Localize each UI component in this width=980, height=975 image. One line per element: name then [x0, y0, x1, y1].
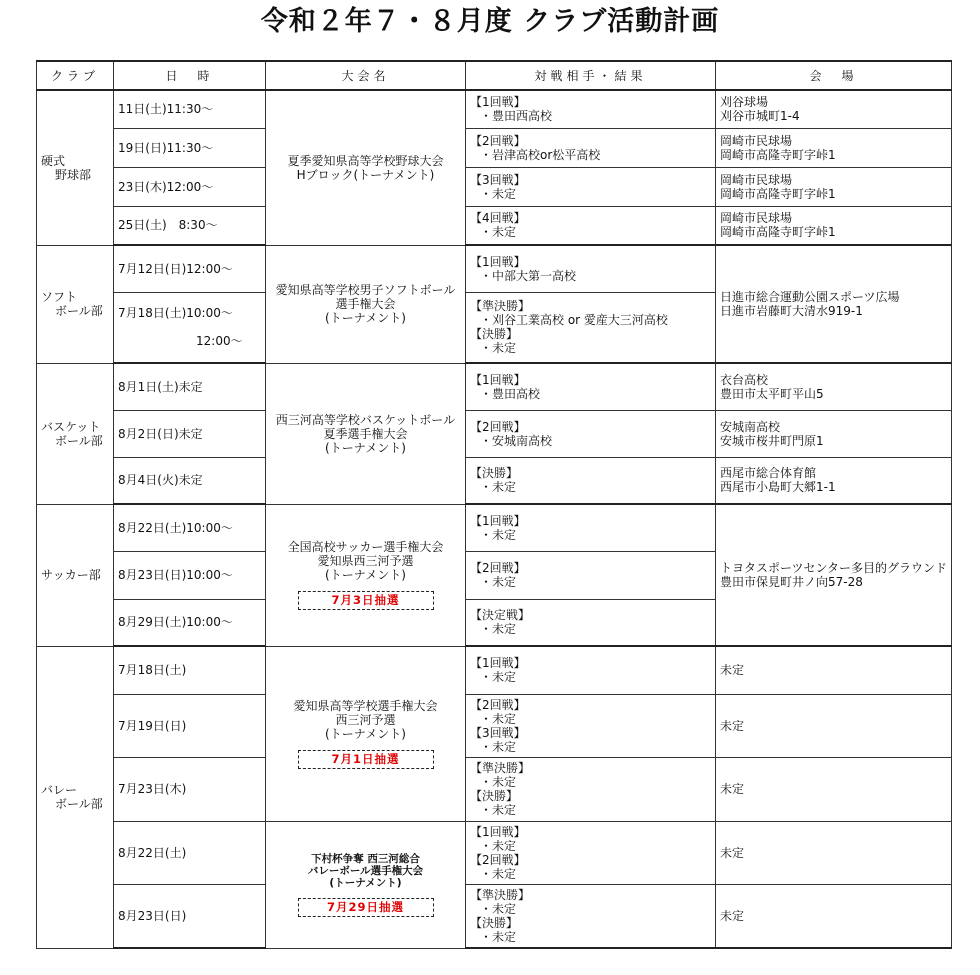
tournament-line: (トーナメント) — [325, 440, 406, 455]
opponent-name: ・安城南高校 — [480, 433, 553, 448]
tournament-line: 愛知県高等学校男子ソフトボール — [275, 283, 456, 297]
club-cell-volleyball — [37, 646, 114, 948]
tournament-line: 愛知県高等学校選手権大会 — [293, 698, 438, 713]
opponent-name: ・未定 — [480, 186, 517, 201]
opponent-cell — [466, 128, 716, 167]
club-name-line: 野球部 — [55, 167, 92, 182]
round-label: 【1回戦】 — [470, 824, 526, 839]
round-label: 【3回戦】 — [470, 725, 526, 740]
round-label: 【準決勝】 — [470, 761, 531, 775]
tournament-line: (トーナメント) — [329, 876, 402, 889]
round-label: 【1回戦】 — [470, 656, 526, 671]
venue-cell — [716, 90, 952, 128]
tournament-cell — [266, 90, 466, 245]
tournament-cell — [266, 821, 466, 948]
date-cell: 23日(木)12:00〜 — [114, 167, 266, 206]
tournament-cell — [266, 504, 466, 646]
round-label: 【1回戦】 — [470, 95, 526, 110]
table-row — [37, 90, 952, 128]
tournament-line: 夏季愛知県高等学校野球大会 — [287, 153, 444, 168]
header-datetime: 日 時 — [114, 61, 266, 90]
date-cell: 8月2日(日)未定 — [114, 410, 266, 457]
table-row — [37, 757, 952, 821]
venue-name: 岡崎市民球場 — [720, 172, 793, 187]
date-cell: 8月23日(日) — [114, 884, 266, 948]
table-row — [37, 410, 952, 457]
opponent-cell — [466, 363, 716, 410]
venue-cell — [716, 245, 952, 363]
date-cell: 7月18日(土) — [114, 646, 266, 694]
venue-cell: 未定 — [716, 694, 952, 757]
tournament-cell — [266, 363, 466, 504]
tournament-line: (トーナメント) — [325, 311, 406, 325]
opponent-name: ・未定 — [480, 670, 517, 685]
date-cell: 7月12日(日)12:00〜 — [114, 245, 266, 292]
round-label: 【決勝】 — [470, 466, 519, 481]
table-row — [37, 821, 952, 884]
venue-address: 豊田市太平町平山5 — [720, 386, 824, 401]
tournament-line: バレーボール選手権大会 — [307, 864, 424, 877]
club-name-line: ボール部 — [55, 304, 103, 318]
tournament-line: 夏季選手権大会 — [323, 426, 408, 441]
club-cell-soccer — [37, 504, 114, 646]
tournament-line: 愛知県西三河予選 — [317, 554, 414, 568]
venue-name: トヨタスポーツセンター多目的グラウンド — [720, 561, 948, 575]
venue-cell — [716, 167, 952, 206]
venue-name: 安城南高校 — [720, 419, 781, 434]
opponent-name: ・未定 — [480, 838, 517, 853]
round-label: 【2回戦】 — [470, 697, 526, 712]
opponent-name: ・未定 — [480, 225, 517, 240]
schedule-table — [36, 60, 952, 949]
opponent-name: ・未定 — [480, 622, 517, 637]
opponent-cell — [466, 757, 716, 821]
tournament-cell — [266, 245, 466, 363]
header-row — [37, 61, 952, 90]
venue-cell — [716, 410, 952, 457]
date-cell: 7月23日(木) — [114, 757, 266, 821]
venue-name: 西尾市総合体育館 — [720, 466, 817, 481]
opponent-name: ・豊田高校 — [480, 386, 541, 401]
opponent-cell — [466, 206, 716, 245]
tournament-line: 選手権大会 — [335, 297, 396, 311]
opponent-cell — [466, 599, 716, 646]
venue-cell: 未定 — [716, 884, 952, 948]
date-cell: 8月22日(土) — [114, 821, 266, 884]
tournament-line: (トーナメント) — [325, 726, 406, 741]
venue-name: 日進市総合運動公園スポーツ広場 — [720, 290, 900, 304]
club-name-line: ソフト — [41, 290, 78, 304]
venue-cell — [716, 363, 952, 410]
date-cell: 8月29日(土)10:00〜 — [114, 599, 266, 646]
venue-name: 岡崎市民球場 — [720, 133, 793, 148]
opponent-cell — [466, 90, 716, 128]
tournament-line: 下村杯争奪 西三河総合 — [311, 852, 420, 865]
venue-address: 岡崎市高隆寺町字峠1 — [720, 225, 836, 240]
page-title: 令和２年７・８月度 クラブ活動計画 — [260, 6, 720, 37]
table-row — [37, 504, 952, 551]
tournament-cell — [266, 646, 466, 821]
opponent-cell — [466, 646, 716, 694]
opponent-cell — [466, 884, 716, 948]
club-name-line: バレー — [41, 783, 78, 797]
round-label: 【2回戦】 — [470, 419, 526, 434]
opponent-cell — [466, 292, 716, 363]
tournament-line: 西三河予選 — [335, 712, 396, 727]
venue-name: 刈谷球場 — [720, 95, 769, 110]
venue-cell — [716, 206, 952, 245]
venue-cell — [716, 504, 952, 646]
venue-name: 岡崎市民球場 — [720, 211, 793, 226]
round-label: 【1回戦】 — [470, 372, 526, 387]
venue-address: 安城市桜井町門原1 — [720, 433, 824, 448]
round-label: 【決勝】 — [470, 915, 519, 930]
table-row — [37, 167, 952, 206]
table-row — [37, 646, 952, 694]
club-name-line: ボール部 — [55, 797, 103, 811]
date-text: 7月18日(土)10:00〜 — [118, 306, 233, 321]
round-label: 【2回戦】 — [470, 561, 526, 575]
table-row — [37, 206, 952, 245]
round-label: 【2回戦】 — [470, 852, 526, 867]
opponent-name: ・未定 — [480, 929, 517, 944]
date-cell: 11日(土)11:30〜 — [114, 90, 266, 128]
club-name-line: ボール部 — [55, 433, 103, 448]
table-row — [37, 245, 952, 292]
table-row — [37, 457, 952, 504]
opponent-cell — [466, 551, 716, 599]
club-cell-basketball — [37, 363, 114, 504]
round-label: 【3回戦】 — [470, 172, 526, 187]
lottery-date-badge: 7月29日抽選 — [298, 898, 434, 917]
opponent-name: ・豊田西高校 — [480, 109, 553, 124]
venue-cell — [716, 128, 952, 167]
round-label: 【準決勝】 — [470, 887, 531, 902]
opponent-name: ・未定 — [480, 739, 517, 754]
table-row — [37, 128, 952, 167]
club-cell-baseball — [37, 90, 114, 245]
club-name-line: サッカー部 — [41, 568, 101, 582]
date-text-second: 12:00〜 — [196, 334, 243, 349]
round-label: 【1回戦】 — [470, 254, 526, 269]
venue-address: 日進市岩藤町大清水919-1 — [720, 304, 863, 318]
club-cell-softball — [37, 245, 114, 363]
opponent-name: ・未定 — [480, 711, 517, 726]
round-label: 【1回戦】 — [470, 513, 526, 528]
opponent-cell — [466, 821, 716, 884]
header-tournament: 大会名 — [266, 61, 466, 90]
venue-cell: 未定 — [716, 646, 952, 694]
table-row — [37, 363, 952, 410]
opponent-name: ・未定 — [480, 775, 517, 789]
club-name-line: 硬式 — [41, 153, 66, 168]
header-opponent: 対戦相手・結果 — [466, 61, 716, 90]
opponent-cell — [466, 457, 716, 504]
lottery-date-badge: 7月1日抽選 — [298, 750, 434, 769]
round-label: 【2回戦】 — [470, 133, 526, 148]
table-row — [37, 694, 952, 757]
tournament-line: (トーナメント) — [325, 568, 406, 582]
opponent-cell — [466, 410, 716, 457]
round-label: 【決定戦】 — [470, 608, 531, 623]
opponent-cell — [466, 167, 716, 206]
date-cell: 8月1日(土)未定 — [114, 363, 266, 410]
opponent-name: ・刈谷工業高校 or 愛産大三河高校 — [480, 313, 668, 328]
venue-address: 岡崎市高隆寺町字峠1 — [720, 186, 836, 201]
opponent-name: ・未定 — [480, 901, 517, 916]
tournament-line: 全国高校サッカー選手権大会 — [287, 540, 444, 554]
header-venue: 会 場 — [716, 61, 952, 90]
venue-cell: 未定 — [716, 821, 952, 884]
opponent-cell — [466, 694, 716, 757]
opponent-cell — [466, 245, 716, 292]
date-cell: 8月4日(火)未定 — [114, 457, 266, 504]
venue-cell — [716, 457, 952, 504]
venue-address: 西尾市小島町大郷1-1 — [720, 480, 836, 495]
header-club: クラブ — [37, 61, 114, 90]
opponent-cell — [466, 504, 716, 551]
round-label: 【決勝】 — [470, 327, 519, 342]
opponent-name: ・未定 — [480, 803, 517, 817]
date-cell: 8月23日(日)10:00〜 — [114, 551, 266, 599]
opponent-name: ・中部大第一高校 — [480, 268, 577, 283]
round-label: 【4回戦】 — [470, 211, 526, 226]
opponent-name: ・未定 — [480, 480, 517, 495]
date-cell: 7月19日(日) — [114, 694, 266, 757]
opponent-name: ・未定 — [480, 341, 517, 356]
opponent-name: ・岩津高校or松平高校 — [480, 147, 601, 162]
opponent-name: ・未定 — [480, 866, 517, 881]
date-cell — [114, 292, 266, 363]
table-row — [37, 884, 952, 948]
opponent-name: ・未定 — [480, 527, 517, 542]
venue-address: 岡崎市高隆寺町字峠1 — [720, 147, 836, 162]
round-label: 【決勝】 — [470, 789, 519, 803]
venue-cell: 未定 — [716, 757, 952, 821]
tournament-line: 西三河高等学校バスケットボール — [275, 412, 456, 427]
date-cell: 25日(土) 8:30〜 — [114, 206, 266, 245]
venue-address: 豊田市保見町井ノ向57-28 — [720, 575, 863, 589]
tournament-line: Hブロック(トーナメント) — [296, 167, 435, 182]
date-cell: 8月22日(土)10:00〜 — [114, 504, 266, 551]
club-name-line: バスケット — [41, 419, 101, 434]
round-label: 【準決勝】 — [470, 299, 531, 314]
venue-address: 刈谷市城町1-4 — [720, 109, 800, 124]
date-cell: 19日(日)11:30〜 — [114, 128, 266, 167]
lottery-date-badge: 7月3日抽選 — [298, 591, 434, 610]
venue-name: 衣台高校 — [720, 372, 769, 387]
opponent-name: ・未定 — [480, 575, 517, 589]
